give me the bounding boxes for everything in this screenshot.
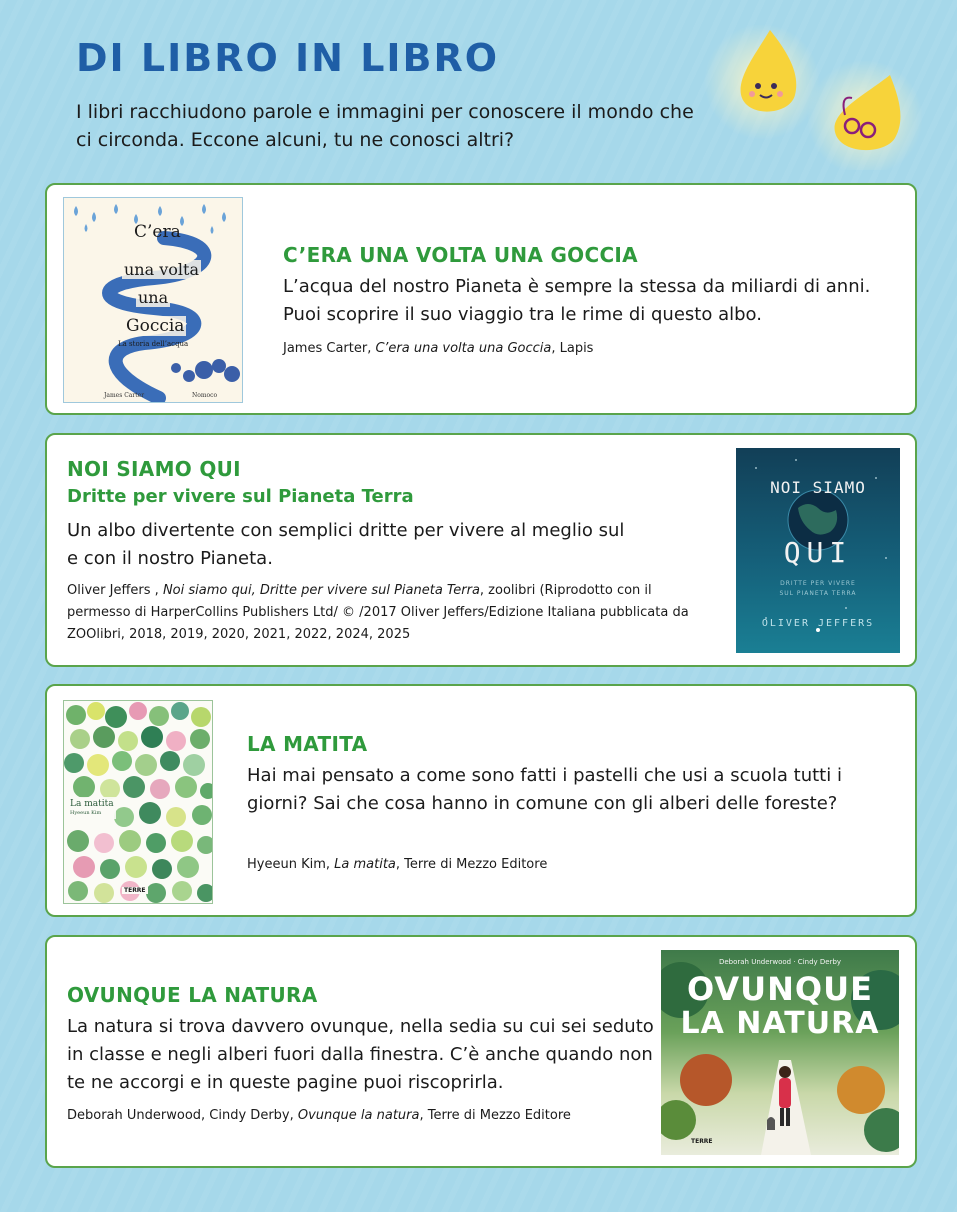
credit-author: James Carter, [283,341,376,356]
book-credit-goccia [283,338,883,360]
credit-book-title: Ovunque la natura [297,1108,420,1123]
credit-publisher: , Terre di Mezzo Editore [395,857,548,872]
credit-author: Oliver Jeffers , [67,583,163,598]
cover-natura-authors: Deborah Underwood · Cindy Derby [718,958,842,966]
cover-nsq-sub-2: SUL PIANETA TERRA [779,590,857,597]
cover-goccia-subtitle: La storia dell’acqua [118,340,189,348]
cover-matita-title: La matita [70,799,114,809]
book-credit-ovunque-la-natura [67,1105,667,1127]
book-card-ovunque-la-natura [45,935,917,1168]
cover-natura-title-1: OVUNQUE [687,970,873,1008]
book-card-la-matita [45,684,917,917]
book-subtitle-noi-siamo-qui: Dritte per vivere sul Pianeta Terra [67,486,414,507]
mascot-illustration [700,20,940,170]
cover-natura-publisher: TERRE [691,1138,713,1145]
cover-goccia-title-2: una volta [124,260,199,279]
cover-nsq-title-2: QUI [783,536,853,569]
cover-nsq-title-1: NOI SIAMO [770,478,866,497]
book-cover-noi-siamo-qui [736,448,900,653]
book-cover-goccia [63,197,243,403]
book-description-goccia: L’acqua del nostro Pianeta è sempre la stessa da miliardi di anni. Puoi scoprire il suo viaggio tra le rime di questo albo. [283,276,871,325]
cover-goccia-title-1: C’era [134,222,181,242]
credit-author: Deborah Underwood, Cindy Derby, [67,1108,298,1123]
credit-book-title: Noi siamo qui, Dritte per vivere sul Pianeta Terra [162,583,480,598]
book-description-ovunque-la-natura: La natura si trova davvero ovunque, nella sedia su cui sei seduto in classe e negli alberi fuori dalla finestra. C’è anche quando non te ne accorgi e in queste pagine puoi riscoprirla. [67,1016,654,1093]
cover-matita-author: Hyeeun Kim [70,810,102,816]
cover-nsq-sub-1: DRITTE PER VIVERE [780,580,856,587]
book-title-ovunque-la-natura: OVUNQUE LA NATURA [67,983,318,1007]
cover-matita-publisher: TERRE [124,887,146,894]
credit-book-title: C’era una volta una Goccia [375,341,552,356]
credit-publisher: , Terre di Mezzo Editore [419,1108,571,1123]
cover-nsq-author: OLIVER JEFFERS [761,618,875,629]
credit-publisher: , zoolibri (Riprodotto con il permesso di HarperCollins Publishers Ltd/ © /2017 Oliver Jeffers/Edizione Italiana pubblicata da ZOOlibri, 2018, 2019, 2020, 2021, 2022, 2024, 2025 [67,583,689,642]
cover-goccia-title-4: Goccia [126,316,185,336]
book-description-noi-siamo-qui: Un albo divertente con semplici dritte per vivere al meglio sul e con il nostro Pianeta. [67,520,625,569]
cover-goccia-title-3: una [138,288,169,307]
book-title-la-matita: LA MATITA [247,732,368,756]
page-title: DI LIBRO IN LIBRO [76,36,500,80]
credit-publisher: , Lapis [551,341,594,356]
cover-goccia-author: James Carter [104,392,145,399]
cover-natura-title-2: LA NATURA [680,1006,880,1041]
book-title-goccia: C’ERA UNA VOLTA UNA GOCCIA [283,243,638,267]
credit-author: Hyeeun Kim, [247,857,335,872]
book-credit-noi-siamo-qui [67,580,717,646]
book-cover-ovunque-la-natura [661,950,899,1155]
cover-goccia-illustrator: Nomoco [192,392,218,399]
book-card-goccia [45,183,917,415]
book-cover-la-matita [63,700,213,904]
book-card-noi-siamo-qui [45,433,917,667]
intro-text: I libri racchiudono parole e immagini per conoscere il mondo che ci circonda. Eccone alcuni, tu ne conosci altri? [76,101,694,151]
book-title-noi-siamo-qui: NOI SIAMO QUI [67,457,241,481]
book-credit-la-matita [247,854,847,876]
credit-book-title: La matita [334,857,396,872]
book-description-la-matita: Hai mai pensato a come sono fatti i pastelli che usi a scuola tutti i giorni? Sai che cosa hanno in comune con gli alberi delle foreste? [247,765,842,814]
